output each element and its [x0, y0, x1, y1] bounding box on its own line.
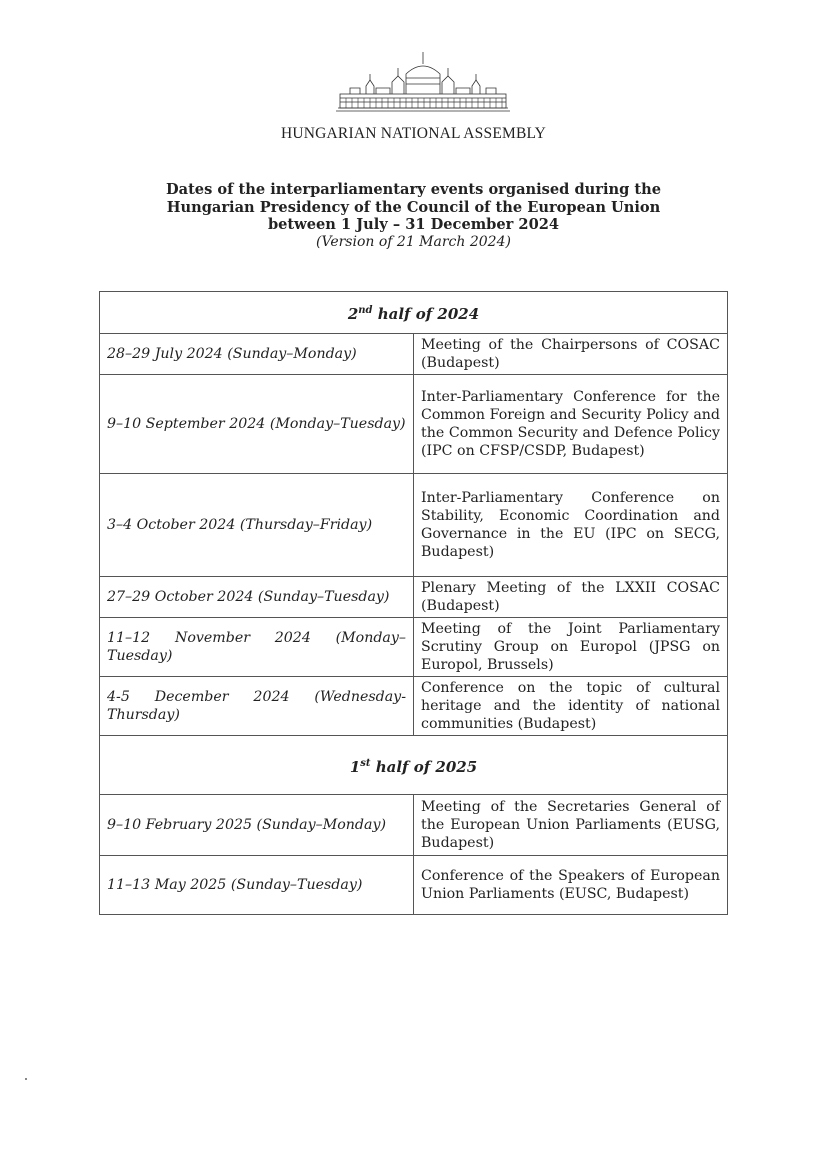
event-date: 9–10 September 2024 (Monday–Tuesday) [100, 375, 414, 474]
event-date: 9–10 February 2025 (Sunday–Monday) [100, 795, 414, 856]
event-name: Meeting of the Chairpersons of COSAC (Budapest) [414, 334, 728, 375]
section-label: half of 2025 [370, 757, 478, 776]
section-ordinal: 2 [347, 305, 359, 323]
event-name: Plenary Meeting of the LXXII COSAC (Budapest) [414, 577, 728, 618]
section-header-row [100, 736, 728, 795]
table-row [100, 618, 728, 677]
table-row [100, 856, 728, 915]
table-row [100, 677, 728, 736]
event-date: 4-5 December 2024 (Wednesday-Thursday) [100, 677, 414, 736]
event-name: Inter-Parliamentary Conference for the Common Foreign and Security Policy and the Common Security and Defence Policy (IPC on CFSP/CSDP, Budapest) [414, 375, 728, 474]
event-date: 3–4 October 2024 (Thursday–Friday) [100, 474, 414, 577]
event-date: 11–12 November 2024 (Monday–Tuesday) [100, 618, 414, 677]
section-header-row [100, 292, 728, 334]
section-label: half of 2024 [372, 305, 480, 323]
event-date: 11–13 May 2025 (Sunday–Tuesday) [100, 856, 414, 915]
event-name: Inter-Parliamentary Conference on Stability, Economic Coordination and Governance in the EU (IPC on SECG, Budapest) [414, 474, 728, 577]
section-header [100, 292, 728, 334]
event-date: 28–29 July 2024 (Sunday–Monday) [100, 334, 414, 375]
section-ordinal-suffix: st [360, 757, 371, 769]
table-row [100, 334, 728, 375]
title-line-2: Hungarian Presidency of the Council of the European Union [166, 198, 661, 216]
document-title [0, 181, 827, 251]
section-ordinal: 1 [349, 757, 361, 776]
scan-speck [25, 1078, 27, 1080]
table-row [100, 375, 728, 474]
event-name: Meeting of the Joint Parliamentary Scrutiny Group on Europol (JPSG on Europol, Brussels) [414, 618, 728, 677]
section-header [100, 736, 728, 795]
institution-name: HUNGARIAN NATIONAL ASSEMBLY [280, 125, 547, 142]
title-line-3: between 1 July – 31 December 2024 [267, 216, 560, 234]
events-table [99, 291, 728, 915]
section-ordinal-suffix: nd [358, 305, 373, 316]
event-name: Conference on the topic of cultural heritage and the identity of national communities (Budapest) [414, 677, 728, 736]
event-name: Meeting of the Secretaries General of the European Union Parliaments (EUSG, Budapest) [414, 795, 728, 856]
title-line-1: Dates of the interparliamentary events organised during the [165, 181, 662, 198]
version-note: (Version of 21 March 2024) [316, 233, 511, 250]
table-row [100, 795, 728, 856]
table-row [100, 577, 728, 618]
event-name: Conference of the Speakers of European Union Parliaments (EUSC, Budapest) [414, 856, 728, 915]
parliament-building-icon [336, 52, 510, 114]
event-date: 27–29 October 2024 (Sunday–Tuesday) [100, 577, 414, 618]
table-row [100, 474, 728, 577]
